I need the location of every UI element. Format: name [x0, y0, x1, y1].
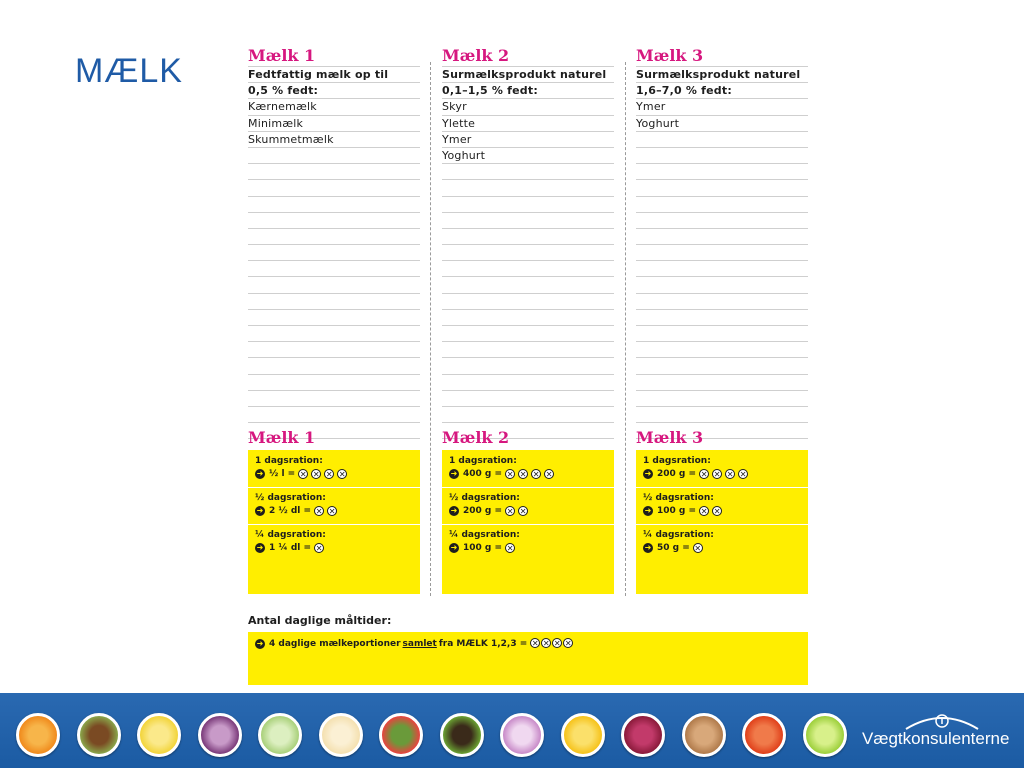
ration-heading: Mælk 3	[636, 428, 704, 447]
x-circle-icon: ✕	[328, 507, 336, 516]
ration-box-maelk-3	[636, 450, 808, 594]
arrow-circle-icon: ➜	[450, 543, 458, 552]
ration-section	[442, 450, 614, 488]
column-line: Ylette	[442, 116, 614, 132]
arrow-circle-icon: ➜	[256, 469, 264, 478]
column-line	[636, 261, 808, 277]
column-line	[636, 229, 808, 245]
footer-bar	[0, 693, 1024, 768]
x-circle-icon: ✕	[315, 507, 323, 516]
ration-section	[636, 524, 808, 594]
column-line	[636, 277, 808, 293]
ration-label: ¼ dagsration:	[643, 530, 714, 540]
column-line: Skyr	[442, 99, 614, 115]
ration-amount: 1 ¼ dl =	[269, 543, 312, 553]
column-line	[442, 213, 614, 229]
ration-section	[248, 487, 420, 525]
column-line	[248, 180, 420, 196]
onion-icon	[500, 713, 544, 757]
slide-title: MÆLK	[75, 52, 183, 90]
x-circle-icon: ✕	[713, 470, 721, 479]
ration-amount: 200 g =	[463, 506, 503, 516]
meals-text-underlined: samlet	[402, 638, 437, 649]
column-line	[636, 391, 808, 407]
x-circle-icon: ✕	[553, 639, 561, 648]
meals-text	[255, 638, 573, 649]
column-line	[442, 326, 614, 342]
column-line: 1,6–7,0 % fedt:	[636, 83, 808, 99]
column-line: Yoghurt	[442, 148, 614, 164]
ration-section	[636, 487, 808, 525]
column-maelk-3	[636, 46, 808, 439]
x-circle-icon: ✕	[325, 470, 333, 479]
column-line: Ymer	[636, 99, 808, 115]
arrow-circle-icon: ➜	[256, 543, 264, 552]
ration-value	[449, 469, 554, 479]
x-circle-icon: ✕	[531, 639, 539, 648]
arrow-circle-icon: ➜	[450, 506, 458, 515]
arrow-circle-icon: ➜	[256, 638, 264, 648]
column-line	[248, 164, 420, 180]
x-circle-icon: ✕	[694, 544, 702, 553]
x-circle-icon: ✕	[564, 639, 572, 648]
column-line	[636, 375, 808, 391]
ration-box-maelk-2	[442, 450, 614, 594]
logo-text: Vægtkonsulenterne	[862, 729, 1010, 748]
column-heading: Mælk 1	[248, 46, 316, 65]
cucumber-icon	[258, 713, 302, 757]
ration-box-maelk-1	[248, 450, 420, 594]
column-line	[636, 407, 808, 423]
column-line	[442, 245, 614, 261]
lime-icon	[803, 713, 847, 757]
x-circle-icon: ✕	[506, 470, 514, 479]
column-line	[442, 277, 614, 293]
x-circle-icon: ✕	[299, 470, 307, 479]
column-line	[636, 310, 808, 326]
column-line: Yoghurt	[636, 116, 808, 132]
ration-value	[255, 469, 347, 479]
column-line	[636, 326, 808, 342]
column-line	[636, 245, 808, 261]
ration-value	[449, 543, 515, 553]
column-line	[442, 229, 614, 245]
meals-text-before: 4 daglige mælkeportioner	[269, 638, 401, 649]
ration-value	[643, 469, 748, 479]
column-line: Fedtfattig mælk op til	[248, 66, 420, 83]
ration-amount: 100 g =	[463, 543, 503, 553]
column-line	[248, 148, 420, 164]
x-circle-icon: ✕	[532, 470, 540, 479]
meals-box	[248, 632, 808, 685]
column-maelk-2	[442, 46, 614, 439]
column-line	[248, 358, 420, 374]
column-heading: Mælk 3	[636, 46, 704, 65]
column-line	[636, 148, 808, 164]
column-line	[636, 294, 808, 310]
ration-section	[636, 450, 808, 488]
x-circle-icon: ✕	[545, 470, 553, 479]
column-line: 0,1–1,5 % fedt:	[442, 83, 614, 99]
red-cabbage-icon	[198, 713, 242, 757]
column-lines	[636, 66, 808, 439]
ration-section	[248, 524, 420, 594]
column-line	[248, 261, 420, 277]
x-circle-icon: ✕	[739, 470, 747, 479]
ration-section	[442, 524, 614, 594]
column-line	[442, 310, 614, 326]
column-lines	[248, 66, 420, 439]
x-circle-icon: ✕	[312, 470, 320, 479]
column-line: Kærnemælk	[248, 99, 420, 115]
x-circle-icon: ✕	[700, 470, 708, 479]
column-lines	[442, 66, 614, 439]
ration-label: ½ dagsration:	[643, 493, 714, 503]
column-line	[248, 310, 420, 326]
column-line	[442, 261, 614, 277]
column-line	[248, 294, 420, 310]
column-line	[636, 358, 808, 374]
x-circle-icon: ✕	[519, 507, 527, 516]
column-line	[636, 342, 808, 358]
ration-label: ½ dagsration:	[255, 493, 326, 503]
column-line	[248, 213, 420, 229]
column-line	[636, 197, 808, 213]
column-line	[442, 180, 614, 196]
arrow-circle-icon: ➜	[256, 506, 264, 515]
avocado-icon	[77, 713, 121, 757]
orange-icon	[16, 713, 60, 757]
column-line	[442, 358, 614, 374]
column-line: Minimælk	[248, 116, 420, 132]
ration-value	[449, 506, 528, 516]
x-circle-icon: ✕	[700, 507, 708, 516]
x-circle-icon: ✕	[542, 639, 550, 648]
column-line	[248, 407, 420, 423]
x-circle-icon: ✕	[315, 544, 323, 553]
column-line	[248, 245, 420, 261]
almonds-icon	[682, 713, 726, 757]
arrow-circle-icon: ➜	[644, 543, 652, 552]
meals-x-marks	[529, 638, 573, 649]
column-line	[442, 294, 614, 310]
column-line	[442, 407, 614, 423]
ration-value	[255, 506, 337, 516]
meals-label: Antal daglige måltider:	[248, 614, 392, 627]
arrow-circle-icon: ➜	[450, 469, 458, 478]
x-circle-icon: ✕	[519, 470, 527, 479]
column-line: 0,5 % fedt:	[248, 83, 420, 99]
column-maelk-1	[248, 46, 420, 439]
column-line: Surmælksprodukt naturel	[636, 66, 808, 83]
column-line	[248, 277, 420, 293]
ration-amount: 100 g =	[657, 506, 697, 516]
ration-amount: 200 g =	[657, 469, 697, 479]
x-circle-icon: ✕	[338, 470, 346, 479]
column-heading: Mælk 2	[442, 46, 510, 65]
ration-label: ¼ dagsration:	[449, 530, 520, 540]
column-line: Surmælksprodukt naturel	[442, 66, 614, 83]
ration-label: 1 dagsration:	[449, 456, 517, 466]
column-divider	[430, 62, 431, 596]
column-line	[248, 326, 420, 342]
meals-text-after: fra MÆLK 1,2,3 =	[438, 638, 528, 649]
column-line	[636, 164, 808, 180]
ration-value	[643, 506, 722, 516]
ration-heading: Mælk 2	[442, 428, 510, 447]
x-circle-icon: ✕	[713, 507, 721, 516]
column-line	[248, 197, 420, 213]
column-line	[442, 342, 614, 358]
ration-section	[442, 487, 614, 525]
column-line	[248, 375, 420, 391]
column-line	[248, 391, 420, 407]
column-line	[636, 132, 808, 148]
x-circle-icon: ✕	[726, 470, 734, 479]
column-line	[636, 213, 808, 229]
column-line	[442, 197, 614, 213]
arrow-circle-icon: ➜	[644, 469, 652, 478]
lemon-icon	[137, 713, 181, 757]
ration-label: ¼ dagsration:	[255, 530, 326, 540]
column-divider	[625, 62, 626, 596]
column-line	[442, 164, 614, 180]
ration-amount: 400 g =	[463, 469, 503, 479]
ration-value	[643, 543, 703, 553]
arrow-circle-icon: ➜	[644, 506, 652, 515]
ration-amount: 50 g =	[657, 543, 690, 553]
ration-value	[255, 543, 324, 553]
banana-icon	[319, 713, 363, 757]
ration-label: 1 dagsration:	[255, 456, 323, 466]
column-line: Ymer	[442, 132, 614, 148]
kiwi-icon	[440, 713, 484, 757]
beet-icon	[621, 713, 665, 757]
ration-label: 1 dagsration:	[643, 456, 711, 466]
column-line	[442, 391, 614, 407]
ration-label: ½ dagsration:	[449, 493, 520, 503]
ration-amount: 2 ½ dl =	[269, 506, 312, 516]
column-line	[636, 180, 808, 196]
tomato-icon	[742, 713, 786, 757]
column-line	[248, 342, 420, 358]
watermelon-icon	[379, 713, 423, 757]
x-circle-icon: ✕	[506, 507, 514, 516]
ration-section	[248, 450, 420, 488]
pineapple-icon	[561, 713, 605, 757]
column-line	[442, 375, 614, 391]
ration-heading: Mælk 1	[248, 428, 316, 447]
column-line: Skummetmælk	[248, 132, 420, 148]
ration-amount: ½ l =	[269, 469, 296, 479]
column-line	[248, 229, 420, 245]
vaegtkonsulenterne-logo	[862, 715, 1012, 755]
x-circle-icon: ✕	[506, 544, 514, 553]
